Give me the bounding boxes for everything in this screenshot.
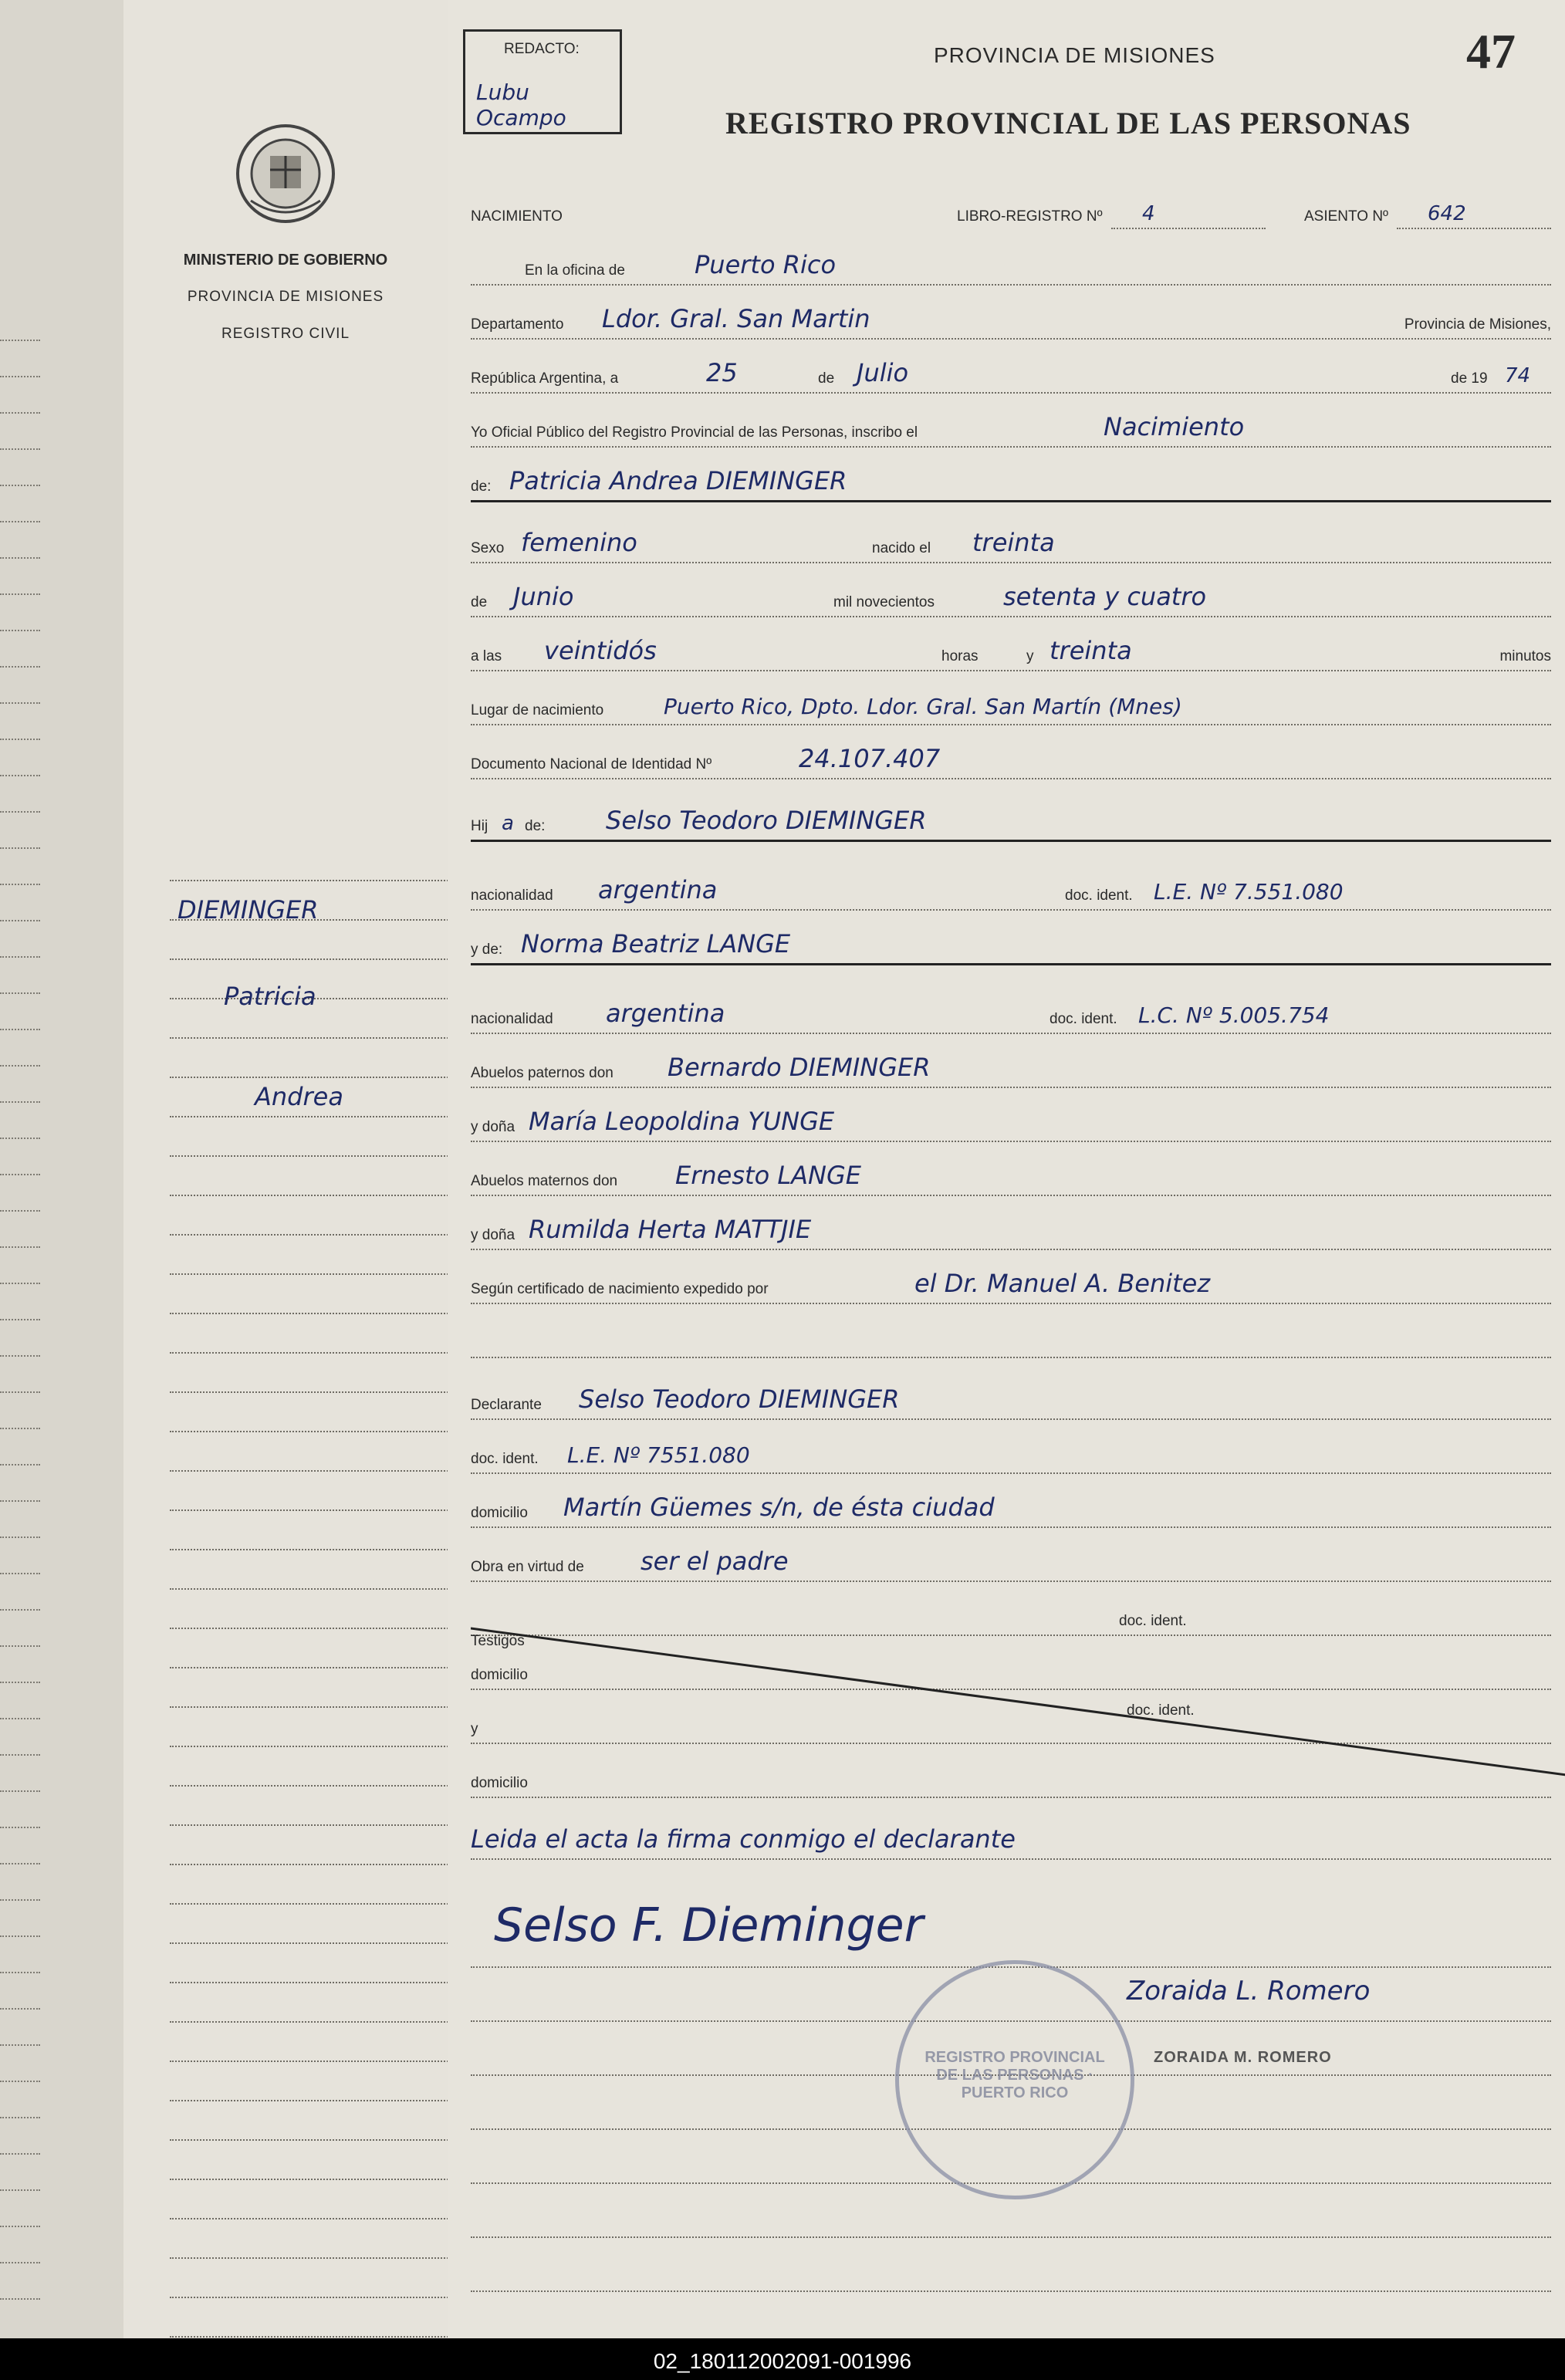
nacionalidad-1-value: argentina	[598, 875, 718, 904]
mother-value: Norma Beatriz LANGE	[521, 929, 791, 958]
stub-line	[0, 2298, 40, 2300]
stub-line	[0, 1718, 40, 1719]
provincia-suffix: Provincia de Misiones,	[1404, 316, 1551, 333]
margin-column	[123, 0, 450, 2338]
departamento-label: Departamento	[471, 316, 564, 333]
row-sexo	[471, 525, 1551, 563]
cancel-line	[471, 1621, 1565, 1790]
abuelos-maternos-value: Ernesto LANGE	[675, 1161, 861, 1190]
stub-line	[0, 1210, 40, 1212]
stub-line	[0, 376, 40, 377]
stub-line	[0, 739, 40, 740]
margin-second-name: Andrea	[255, 1082, 343, 1111]
birth-month-value: Junio	[513, 582, 574, 611]
doc2-value: L.C. Nº 5.005.754	[1138, 1002, 1330, 1028]
day-value: 25	[706, 358, 738, 387]
nacido-label: nacido el	[872, 540, 931, 556]
certificado-value: el Dr. Manuel A. Benitez	[914, 1269, 1211, 1298]
stub-line	[0, 412, 40, 414]
stub-line	[0, 847, 40, 849]
redacto-box	[463, 29, 622, 134]
de-label: de	[818, 370, 835, 387]
row-doc-declarante	[471, 1435, 1551, 1474]
coat-of-arms-seal	[228, 116, 343, 232]
stub-line	[0, 1464, 40, 1466]
row-lugar	[471, 687, 1551, 725]
row-blank-1	[471, 1320, 1551, 1358]
stub-line	[0, 1283, 40, 1284]
doc1-value: L.E. Nº 7.551.080	[1154, 879, 1344, 904]
stub-line	[0, 485, 40, 486]
oficial-signature: Zoraida L. Romero	[1127, 1976, 1371, 2006]
stub-line	[0, 884, 40, 885]
stub-line	[0, 1573, 40, 1574]
row-hora	[471, 633, 1551, 671]
departamento-value: Ldor. Gral. San Martin	[602, 304, 870, 333]
stub-line	[0, 775, 40, 776]
doc3-label: doc. ident.	[471, 1451, 539, 1467]
testigos-label: Testigos	[471, 1633, 525, 1649]
row-mother	[471, 926, 1551, 965]
stub-line	[0, 448, 40, 450]
stub-line	[0, 2044, 40, 2046]
row-abuelos-paternos	[471, 1050, 1551, 1088]
province-title: PROVINCIA DE MISIONES	[934, 43, 1215, 67]
registry-title: REGISTRO PROVINCIAL DE LAS PERSONAS	[725, 106, 1411, 140]
dni-label: Documento Nacional de Identidad Nº	[471, 756, 712, 772]
stub-line	[0, 1537, 40, 1538]
stub-line	[0, 1863, 40, 1864]
dona-2-label: y doña	[471, 1227, 515, 1243]
stub-line	[0, 2153, 40, 2155]
row-abuelos-maternos	[471, 1158, 1551, 1196]
record-type-label: NACIMIENTO	[471, 208, 563, 225]
row-declarante	[471, 1381, 1551, 1420]
row-dni	[471, 741, 1551, 779]
sexo-value: femenino	[521, 528, 637, 557]
registry-heading: REGISTRO CIVIL	[221, 326, 350, 342]
y2-label: y	[471, 1721, 478, 1737]
row-father	[471, 803, 1551, 842]
republica-label: República Argentina, a	[471, 370, 619, 387]
declarante-value: Selso Teodoro DIEMINGER	[579, 1384, 900, 1414]
row-sig-7	[471, 2253, 1551, 2292]
oficial-label: Yo Oficial Público del Registro Provincial de las Personas, inscribo el	[471, 424, 918, 441]
doc4-label: doc. ident.	[1119, 1613, 1187, 1629]
year-value: 74	[1505, 364, 1531, 387]
de2-label: de:	[471, 478, 492, 495]
stub-line	[0, 1899, 40, 1901]
domicilio-3-label: domicilio	[471, 1775, 528, 1791]
registration-form	[448, 0, 1565, 2338]
margin-first-name: Patricia	[224, 982, 316, 1011]
abuelos-maternos-label: Abuelos maternos don	[471, 1173, 618, 1189]
stub-line	[0, 521, 40, 522]
stub-line	[0, 811, 40, 813]
dni-value: 24.107.407	[799, 744, 941, 773]
a-las-label: a las	[471, 648, 502, 664]
doc2-label: doc. ident.	[1050, 1011, 1117, 1027]
year-label: de 19	[1451, 370, 1488, 387]
ministry-heading: MINISTERIO DE GOBIERNO	[183, 252, 388, 269]
abuelos-paternos-label: Abuelos paternos don	[471, 1065, 613, 1081]
minutos-label: minutos	[1499, 648, 1551, 664]
stub-line	[0, 2117, 40, 2118]
stub-line	[0, 1500, 40, 1502]
obra-label: Obra en virtud de	[471, 1559, 584, 1575]
province-heading: PROVINCIA DE MISIONES	[187, 289, 384, 305]
hij-label: Hij	[471, 818, 488, 834]
row-obra	[471, 1543, 1551, 1582]
row-nacionalidad-2	[471, 996, 1551, 1034]
nacionalidad-2-label: nacionalidad	[471, 1011, 553, 1027]
redacto-signature: Lubu Ocampo	[476, 79, 566, 130]
stub-line	[0, 557, 40, 559]
certificado-label: Según certificado de nacimiento expedido por	[471, 1281, 769, 1297]
row-dona-1	[471, 1104, 1551, 1142]
name-value: Patricia Andrea DIEMINGER	[509, 466, 847, 495]
stub-line	[0, 1138, 40, 1139]
birth-year-value: setenta y cuatro	[1003, 582, 1207, 611]
row-departamento	[471, 301, 1551, 340]
oficina-label: En la oficina de	[525, 262, 625, 279]
obra-value: ser el padre	[641, 1547, 789, 1576]
asiento-label: ASIENTO Nº	[1304, 208, 1388, 225]
stub-line	[0, 702, 40, 704]
stub-line	[0, 1972, 40, 1973]
stub-line	[0, 956, 40, 958]
horas-label: horas	[941, 648, 979, 664]
stub-line	[0, 1174, 40, 1175]
row-oficina	[471, 247, 1551, 286]
month-value: Julio	[857, 358, 909, 387]
stub-line	[0, 2008, 40, 2010]
libro-label: LIBRO-REGISTRO Nº	[957, 208, 1103, 225]
hora-value: veintidós	[544, 636, 657, 665]
dona-2-value: Rumilda Herta MATTJIE	[529, 1215, 812, 1244]
stub-line	[0, 1065, 40, 1067]
stub-line	[0, 920, 40, 921]
mil-label: mil novecientos	[833, 594, 935, 610]
row-sig-6	[471, 2199, 1551, 2238]
stamp-text: REGISTRO PROVINCIAL DE LAS PERSONAS · PUERTO RICO	[924, 2049, 1105, 2101]
doc5-label: doc. ident.	[1127, 1702, 1195, 1719]
stub-line	[0, 1355, 40, 1357]
stub-line	[0, 1319, 40, 1320]
domicilio-label: domicilio	[471, 1505, 528, 1521]
stub-line	[0, 1029, 40, 1030]
row-certificado	[471, 1266, 1551, 1304]
stub-line	[0, 1645, 40, 1647]
stub-line	[0, 1391, 40, 1393]
doc1-label: doc. ident.	[1065, 887, 1133, 904]
stub-line	[0, 1790, 40, 1792]
stub-line	[0, 1246, 40, 1248]
row-domicilio	[471, 1489, 1551, 1528]
stub-line	[0, 1682, 40, 1683]
stub-line	[0, 1827, 40, 1828]
inscribo-value: Nacimiento	[1104, 412, 1245, 441]
y-label: y	[1026, 648, 1034, 664]
row-record-numbers	[471, 193, 1551, 230]
doc3-value: L.E. Nº 7551.080	[567, 1442, 750, 1468]
image-label: 02_180112002091-001996	[653, 2349, 912, 2373]
sexo-label: Sexo	[471, 540, 505, 556]
margin-surname: DIEMINGER	[177, 895, 319, 925]
declarante-signature: Selso F. Dieminger	[494, 1898, 924, 1952]
row-name	[471, 463, 1551, 502]
stub-line	[0, 2262, 40, 2263]
row-leida	[471, 1821, 1551, 1860]
domicilio-value: Martín Güemes s/n, de ésta ciudad	[563, 1493, 995, 1522]
nacionalidad-2-value: argentina	[606, 999, 725, 1028]
row-birth-year	[471, 579, 1551, 617]
domicilio-2-label: domicilio	[471, 1667, 528, 1683]
libro-dots	[1111, 228, 1266, 229]
lugar-label: Lugar de nacimiento	[471, 702, 604, 718]
nacido-value: treinta	[972, 528, 1055, 557]
declarante-label: Declarante	[471, 1397, 542, 1413]
hij-suffix: a	[502, 812, 514, 835]
row-oficial	[471, 409, 1551, 448]
row-dona-2	[471, 1212, 1551, 1250]
stub-line	[0, 1101, 40, 1103]
stub-line	[0, 1935, 40, 1937]
stub-line	[0, 340, 40, 341]
leida-value: Leida el acta la firma conmigo el declarante	[471, 1824, 1016, 1854]
stub-line	[0, 630, 40, 631]
redacto-label: REDACTO:	[504, 41, 580, 57]
registry-stamp	[895, 1960, 1134, 2199]
stub-line	[0, 2081, 40, 2082]
stub-line	[0, 1754, 40, 1756]
stub-page	[0, 0, 125, 2338]
de4-label: de:	[525, 818, 546, 834]
asiento-dots	[1397, 228, 1551, 229]
stub-line	[0, 2189, 40, 2191]
stub-line	[0, 992, 40, 994]
stub-line	[0, 666, 40, 668]
minutos-value: treinta	[1050, 636, 1132, 665]
row-fecha	[471, 355, 1551, 394]
de3-label: de	[471, 594, 488, 610]
stub-line	[0, 1609, 40, 1611]
dona-1-label: y doña	[471, 1119, 515, 1135]
abuelos-paternos-value: Bernardo DIEMINGER	[668, 1053, 931, 1082]
mother-label: y de:	[471, 942, 503, 958]
oficina-value: Puerto Rico	[695, 250, 837, 279]
oficial-name-stamp: ZORAIDA M. ROMERO	[1154, 2049, 1332, 2066]
stub-line	[0, 1428, 40, 1429]
row-nacionalidad-1	[471, 872, 1551, 911]
stub-line	[0, 593, 40, 595]
dona-1-value: María Leopoldina YUNGE	[529, 1107, 835, 1136]
stub-line	[0, 2226, 40, 2227]
libro-value: 4	[1142, 202, 1155, 225]
lugar-value: Puerto Rico, Dpto. Ldor. Gral. San Martín (Mnes)	[664, 694, 1182, 719]
page-number: 47	[1466, 24, 1516, 79]
asiento-value: 642	[1428, 202, 1466, 225]
father-value: Selso Teodoro DIEMINGER	[606, 806, 927, 835]
nacionalidad-1-label: nacionalidad	[471, 887, 553, 904]
